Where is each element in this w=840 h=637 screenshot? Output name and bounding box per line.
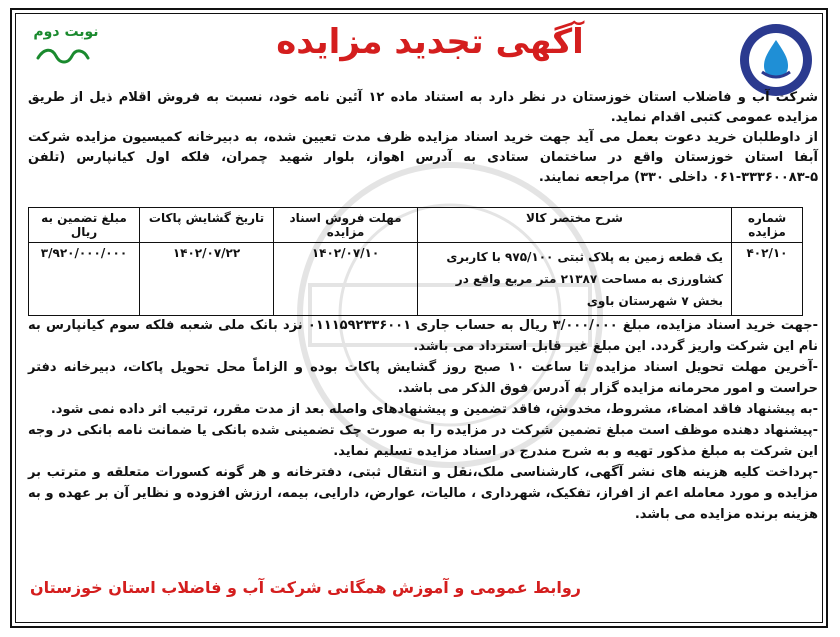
header-opening-date: تاریخ گشایش پاکات	[140, 208, 274, 243]
term-item: -جهت خرید اسناد مزایده، مبلغ ۳/۰۰۰/۰۰۰ ریال به حساب جاری ۰۱۱۱۵۹۲۳۳۶۰۰۱ نزد بانک ملی شعبه فلکه سوم کیانپارس به نام این شرکت واریز گردد. این مبلغ غیر قابل استرداد می باشد.	[28, 318, 818, 354]
auction-items-table	[28, 207, 803, 316]
terms-section	[28, 315, 818, 525]
header-description: شرح مختصر کالا	[418, 208, 732, 243]
cell-deadline: ۱۴۰۲/۰۷/۱۰	[274, 243, 418, 316]
term-item: -پیشنهاد دهنده موظف است مبلغ تضمین شرکت در مزایده را به صورت چک تضمینی شده بانکی یا ضمانت نامه بانکی در وجه این شرکت به مبلغ مذکور تهیه و به شرح مندرج در اسناد مزایده تسلیم نماید.	[28, 423, 818, 459]
header-deadline: مهلت فروش اسناد مزایده	[274, 208, 418, 243]
table-row	[29, 243, 803, 316]
cell-guarantee: ۳/۹۲۰/۰۰۰/۰۰۰	[29, 243, 140, 316]
header-number: شماره مزایده	[732, 208, 803, 243]
water-drop-logo-icon	[738, 22, 814, 98]
header-guarantee: مبلغ تضمین به ریال	[29, 208, 140, 243]
cell-description: یک قطعه زمین به پلاک ثبتی ۹۷۵/۱۰۰ با کاربری کشاورزی به مساحت ۲۱۳۸۷ متر مربع واقع در بخش ۷ شهرستان باوی	[418, 243, 732, 316]
term-item: -پرداخت کلیه هزینه های نشر آگهی، کارشناسی ملک،نقل و انتقال ثبتی، دفترخانه و هر گونه کسورات متعلقه و مترتب بر مزایده و مورد معامله اعم از افراز، تفکیک، شهرداری ، مالیات، عوارض، دارایی، بیمه، ارزش افزوده و نظایر آن بر عهده و به هزینه برنده مزایده می باشد.	[28, 465, 818, 522]
table-header-row	[29, 208, 803, 243]
intro-paragraph-1: شرکت آب و فاضلاب استان خوزستان در نظر دارد به استناد ماده ۱۲ آئین نامه خود، نسبت به فروش اقلام ذیل از طریق مزایده عمومی کتبی اقدام نماید.	[28, 90, 818, 125]
term-item: -به پیشنهاد فاقد امضاء، مشروط، مخدوش، فاقد تضمین و پیشنهادهای واصله بعد از مدت مقرر، ترتیب اثر داده نمی شود.	[50, 402, 818, 417]
round-label: نوبت دوم	[33, 24, 99, 40]
intro-section	[28, 88, 818, 188]
notice-title: آگهی تجدید مزایده	[276, 22, 584, 62]
decorative-swirl-icon	[34, 46, 94, 66]
cell-opening-date: ۱۴۰۲/۰۷/۲۲	[140, 243, 274, 316]
footer-signature: روابط عمومی و آموزش همگانی شرکت آب و فاضلاب استان خوزستان	[30, 578, 581, 597]
cell-number: ۴۰۲/۱۰	[732, 243, 803, 316]
term-item: -آخرین مهلت تحویل اسناد مزایده تا ساعت ۱۰ صبح روز گشایش پاکات بوده و الزاماً محل تحویل پاکات، دبیرخانه دفتر حراست و امور محرمانه مزایده گزار به آدرس فوق الذکر می باشد.	[28, 360, 819, 396]
intro-paragraph-2: از داوطلبان خرید دعوت بعمل می آید جهت خرید اسناد مزایده ظرف مدت تعیین شده، به دبیرخانه کمیسیون مزایده شرکت آبفا استان خوزستان واقع در ساختمان ستادی به آدرس اهواز، بلوار شهید چمران، فلکه اول کیانپارس (تلفن ۵-۳۳۳۶۰۰۸۳-۰۶۱ داخلی ۳۳۰) مراجعه نمایند.	[28, 130, 818, 185]
